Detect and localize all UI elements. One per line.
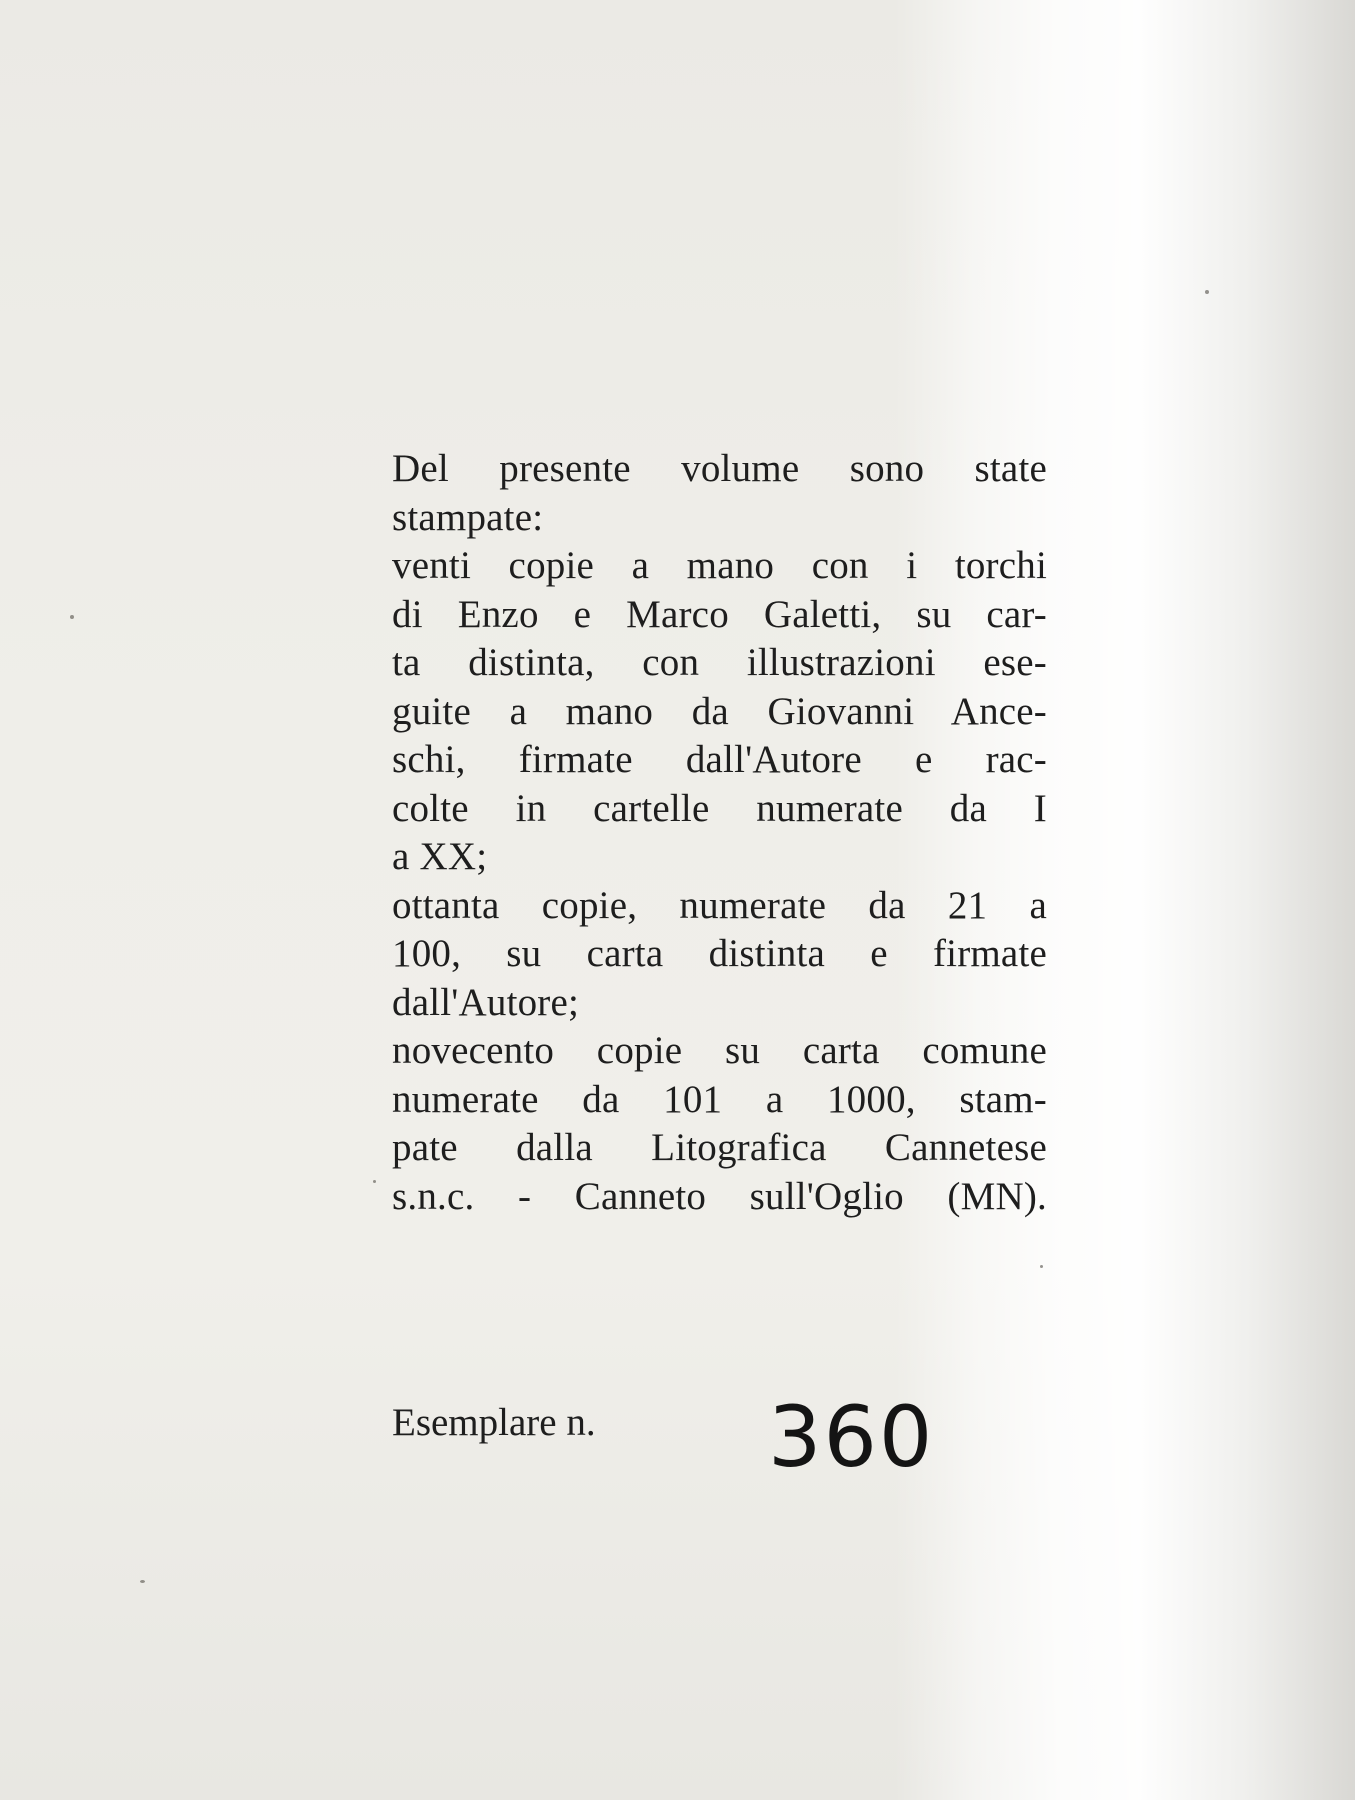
paper-speck [1205,290,1209,294]
colophon-line: novecento copie su carta comune [392,1029,1047,1072]
colophon-line: stampate: [392,495,544,539]
colophon-line: guite a mano da Giovanni Ance- [392,689,1047,733]
colophon-line: colte in cartelle numerate da I [392,786,1047,830]
colophon-line: numerate da 101 a 1000, stam- [392,1077,1047,1121]
colophon-line: schi, firmate dall'Autore e rac- [392,738,1047,781]
colophon-line: s.n.c. - Canneto sull'Oglio (MN). [392,1174,1047,1218]
show-through-page-refs [40,20,220,76]
paper-speck [1040,1265,1043,1268]
colophon-line: a XX; [392,835,488,878]
colophon-line: ta distinta, con illustrazioni ese- [392,641,1047,684]
paper-speck [373,1180,376,1183]
colophon-line: Del presente volume sono state [392,447,1047,490]
paper-speck [70,615,74,619]
colophon-line: venti copie a mano con i torchi [392,544,1047,587]
colophon-line: pate dalla Litografica Cannetese [392,1126,1047,1169]
paper-speck [140,1580,145,1583]
colophon-line: ottanta copie, numerate da 21 a [392,883,1047,927]
exemplar-label: Esemplare n. [392,1401,596,1444]
colophon-line: di Enzo e Marco Galetti, su car- [392,592,1047,636]
colophon-line: dall'Autore; [392,980,580,1024]
exemplar-number: 360 [768,1388,935,1486]
colophon-line: 100, su carta distinta e firmate [392,932,1047,975]
colophon-text [392,445,1047,1221]
